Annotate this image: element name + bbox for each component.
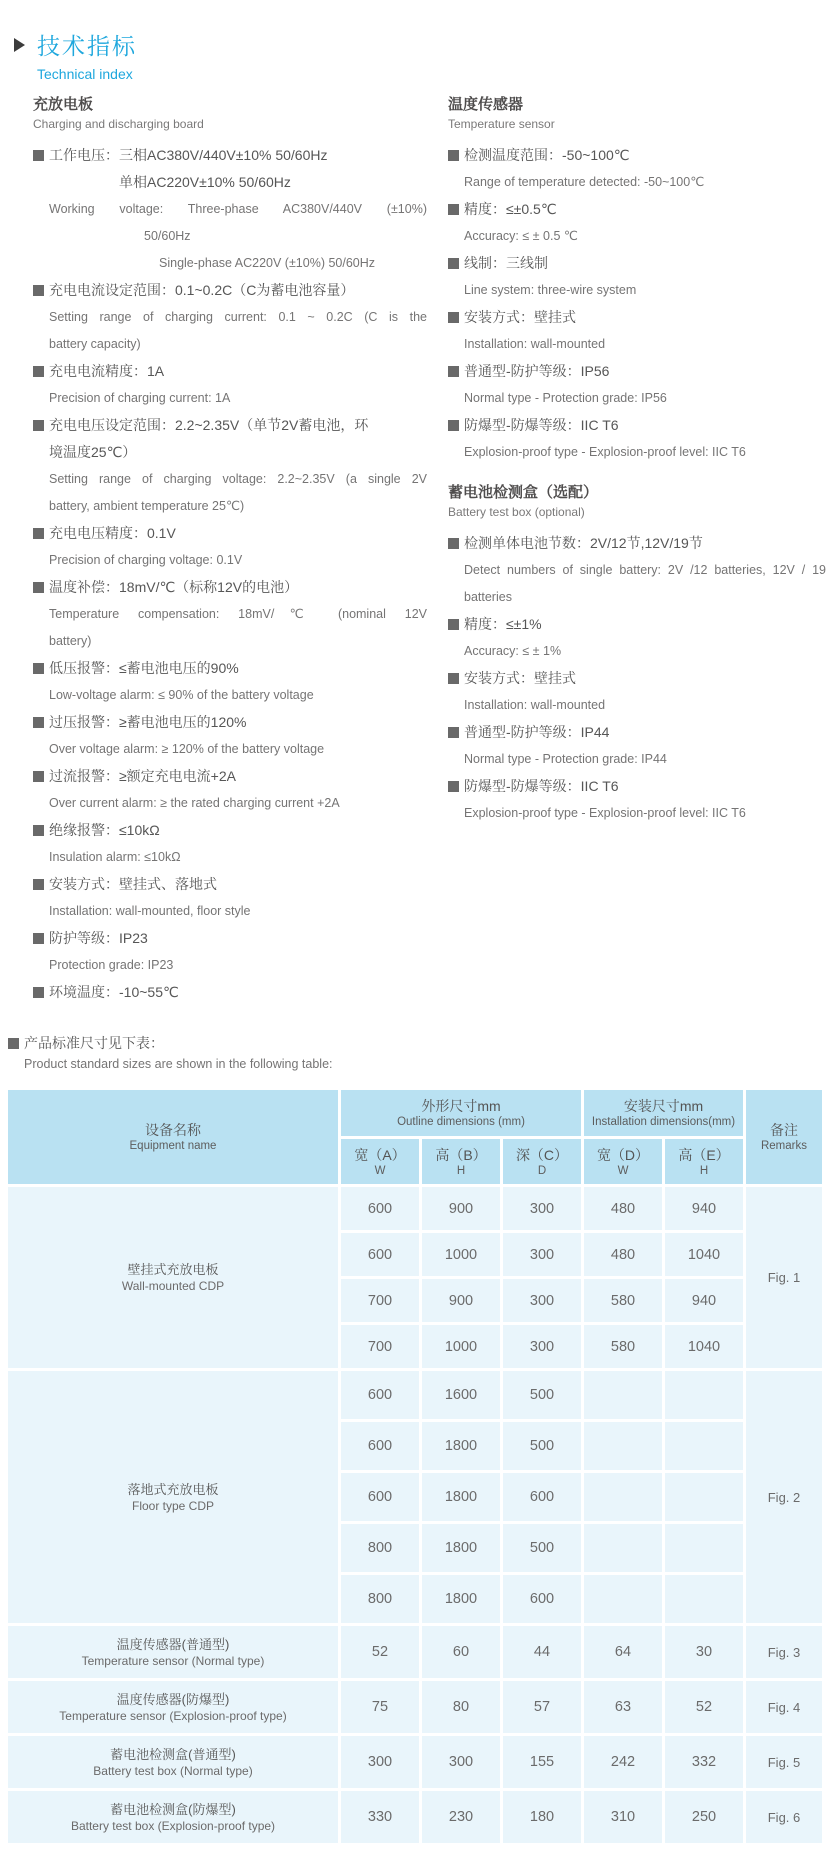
spec-line-en: Explosion-proof type - Explosion-proof level: IIC T6 <box>464 445 746 459</box>
page-title: 技术指标 <box>37 33 137 59</box>
value-cell <box>665 1473 743 1521</box>
value-cell: 1800 <box>422 1422 500 1470</box>
spec-line-zh <box>448 665 826 692</box>
value-cell: 580 <box>584 1279 662 1322</box>
spec-item <box>33 520 427 574</box>
header-remarks-zh: 备注 <box>770 1122 798 1138</box>
bullet-square-icon <box>448 619 459 630</box>
value-cell: 300 <box>422 1736 500 1788</box>
spec-line-zh-text: 充电电压精度：0.1V <box>49 525 176 541</box>
spec-line-en: Insulation alarm: ≤10kΩ <box>49 850 181 864</box>
spec-line-en: Temperature compensation: 18mV/℃ (nominal 12V <box>49 607 427 621</box>
value-cell: 600 <box>503 1575 581 1623</box>
header-height-e-zh: 高（E） <box>678 1146 730 1163</box>
bullet-square-icon <box>33 285 44 296</box>
bullet-square-icon <box>448 150 459 161</box>
spec-line-en: Normal type - Protection grade: IP56 <box>464 391 667 405</box>
value-cell: 600 <box>503 1473 581 1521</box>
spec-item <box>448 304 826 358</box>
spec-line-zh-text: 线制：三线制 <box>464 255 548 271</box>
header-height-b-zh: 高（B） <box>435 1146 487 1163</box>
spec-line-zh <box>33 358 427 385</box>
value-cell: 60 <box>422 1626 500 1678</box>
spec-item <box>448 358 826 412</box>
value-cell: 600 <box>341 1422 419 1470</box>
spec-line-zh-text: 低压报警：≤蓄电池电压的90% <box>49 660 239 676</box>
value-cell <box>584 1524 662 1572</box>
header-install-zh: 安装尺寸mm <box>623 1098 704 1114</box>
header-remarks <box>746 1090 822 1184</box>
spec-line-en: Working voltage: Three-phase AC380V/440V (±10%) <box>49 202 427 216</box>
value-cell: 250 <box>665 1791 743 1843</box>
value-cell: 1600 <box>422 1371 500 1419</box>
spec-item <box>33 574 427 655</box>
spec-item <box>33 412 427 520</box>
spec-line-zh-text: 检测温度范围：-50~100℃ <box>464 147 630 163</box>
value-cell: 1800 <box>422 1575 500 1623</box>
spec-line-zh <box>33 520 427 547</box>
spec-line-zh-text: 普通型-防护等级：IP44 <box>464 724 610 740</box>
spec-line-en: Installation: wall-mounted <box>464 337 606 351</box>
value-cell: 30 <box>665 1626 743 1678</box>
bullet-square-icon <box>448 781 459 792</box>
spec-line-zh <box>448 196 826 223</box>
value-cell: 330 <box>341 1791 419 1843</box>
spec-columns <box>0 95 830 1006</box>
spec-line-en: 50/60Hz <box>144 229 191 243</box>
value-cell: 300 <box>503 1233 581 1276</box>
spec-line-en: Accuracy: ≤ ± 1% <box>464 644 562 658</box>
section-temperature-sensor <box>448 95 826 466</box>
spec-line-zh <box>448 719 826 746</box>
triangle-marker-icon <box>14 38 25 52</box>
value-cell: 600 <box>341 1371 419 1419</box>
header-remarks-en: Remarks <box>760 1140 807 1152</box>
spec-line-en: Single-phase AC220V (±10%) 50/60Hz <box>159 256 376 270</box>
size-table <box>8 1090 822 1843</box>
value-cell: 64 <box>584 1626 662 1678</box>
bullet-square-icon <box>8 1038 19 1049</box>
value-cell: 500 <box>503 1371 581 1419</box>
value-cell: 940 <box>665 1279 743 1322</box>
spec-line-zh <box>448 530 826 557</box>
spec-line-en: Over current alarm: ≥ the rated charging current +2A <box>49 796 340 810</box>
header-equipment-en: Equipment name <box>129 1140 217 1152</box>
spec-line-zh-text: 精度：≤±1% <box>464 616 542 632</box>
spec-item <box>448 665 826 719</box>
spec-line-zh-text: 防爆型-防爆等级：IIC T6 <box>464 778 619 794</box>
equipment-name-zh: 蓄电池检测盒(防爆型) <box>110 1801 236 1817</box>
section-title-en: Temperature sensor <box>448 117 555 131</box>
spec-line-zh-text: 绝缘报警：≤10kΩ <box>49 822 160 838</box>
spec-line-en: Normal type - Protection grade: IP44 <box>464 752 667 766</box>
spec-line-zh <box>33 142 427 169</box>
value-cell: 155 <box>503 1736 581 1788</box>
spec-line-en: Range of temperature detected: -50~100℃ <box>464 175 705 189</box>
title-row <box>14 28 830 61</box>
equipment-cell <box>8 1681 338 1733</box>
header-width-d-zh: 宽（D） <box>596 1146 650 1163</box>
bullet-square-icon <box>33 987 44 998</box>
header-height-b-en: H <box>456 1164 466 1177</box>
spec-line-zh-text: 普通型-防护等级：IP56 <box>464 363 610 379</box>
value-cell: 600 <box>341 1187 419 1230</box>
spec-item <box>448 250 826 304</box>
remark-cell: Fig. 6 <box>746 1791 822 1843</box>
bullet-square-icon <box>448 673 459 684</box>
value-cell: 242 <box>584 1736 662 1788</box>
spec-line-zh <box>448 304 826 331</box>
header-outline-zh: 外形尺寸mm <box>421 1098 501 1114</box>
value-cell: 75 <box>341 1681 419 1733</box>
header-outline-dimensions <box>341 1090 581 1136</box>
bullet-square-icon <box>33 663 44 674</box>
spec-line-en: Protection grade: IP23 <box>49 958 174 972</box>
bullet-square-icon <box>33 933 44 944</box>
value-cell: 180 <box>503 1791 581 1843</box>
spec-column-left <box>33 95 427 1006</box>
spec-line-en: battery, ambient temperature 25℃) <box>49 499 245 513</box>
spec-line-zh <box>33 925 427 952</box>
value-cell: 500 <box>503 1422 581 1470</box>
header-width-a-en: W <box>374 1164 386 1177</box>
remark-cell: Fig. 3 <box>746 1626 822 1678</box>
bullet-square-icon <box>448 366 459 377</box>
equipment-name-en: Temperature sensor (Normal type) <box>81 1653 265 1668</box>
spec-item <box>33 979 427 1006</box>
value-cell <box>665 1422 743 1470</box>
bullet-square-icon <box>33 717 44 728</box>
bullet-square-icon <box>33 420 44 431</box>
value-cell: 310 <box>584 1791 662 1843</box>
spec-line-zh-text: 环境温度：-10~55℃ <box>49 984 179 1000</box>
header-depth-c <box>503 1139 581 1184</box>
header-width-d <box>584 1139 662 1184</box>
spec-line-zh: 境温度25℃） <box>49 444 137 460</box>
header-height-b <box>422 1139 500 1184</box>
spec-column-right <box>448 95 826 1006</box>
spec-line-zh <box>448 412 826 439</box>
spec-line-zh <box>33 763 427 790</box>
spec-line-zh <box>448 142 826 169</box>
value-cell: 700 <box>341 1279 419 1322</box>
spec-line-en: Over voltage alarm: ≥ 120% of the battery voltage <box>49 742 325 756</box>
section-charging-board <box>33 95 427 1006</box>
spec-item <box>448 719 826 773</box>
value-cell: 230 <box>422 1791 500 1843</box>
value-cell <box>665 1575 743 1623</box>
spec-item <box>33 763 427 817</box>
spec-line-zh-text: 安装方式：壁挂式 <box>464 309 576 325</box>
spec-line-en: Accuracy: ≤ ± 0.5 ℃ <box>464 229 578 243</box>
spec-line-zh-text: 工作电压：三相AC380V/440V±10% 50/60Hz <box>49 147 328 163</box>
header-depth-c-en: D <box>537 1164 547 1177</box>
value-cell: 300 <box>503 1187 581 1230</box>
spec-line-zh <box>33 979 427 1006</box>
value-cell: 1040 <box>665 1233 743 1276</box>
header-depth-c-zh: 深（C） <box>515 1146 569 1163</box>
spec-line-zh: 单相AC220V±10% 50/60Hz <box>119 174 291 190</box>
value-cell: 300 <box>503 1325 581 1368</box>
bullet-square-icon <box>33 825 44 836</box>
value-cell: 580 <box>584 1325 662 1368</box>
bullet-square-icon <box>33 771 44 782</box>
value-cell <box>665 1524 743 1572</box>
section-title-zh: 充放电板 <box>33 96 94 113</box>
value-cell: 480 <box>584 1233 662 1276</box>
spec-line-en: Explosion-proof type - Explosion-proof level: IIC T6 <box>464 806 746 820</box>
value-cell <box>584 1371 662 1419</box>
spec-line-zh <box>33 412 427 439</box>
bullet-square-icon <box>33 582 44 593</box>
spec-item <box>33 925 427 979</box>
spec-line-en: Precision of charging voltage: 0.1V <box>49 553 243 567</box>
equipment-name-zh: 壁挂式充放电板 <box>127 1262 219 1277</box>
value-cell: 1800 <box>422 1473 500 1521</box>
remark-cell: Fig. 1 <box>746 1187 822 1368</box>
spec-line-zh-text: 充电电流设定范围：0.1~0.2C（C为蓄电池容量） <box>49 282 355 298</box>
value-cell: 63 <box>584 1681 662 1733</box>
equipment-name-zh: 温度传感器(普通型) <box>116 1636 230 1652</box>
spec-item <box>33 817 427 871</box>
equipment-name-zh: 温度传感器(防爆型) <box>116 1691 230 1707</box>
bullet-square-icon <box>448 538 459 549</box>
spec-line-en: battery) <box>49 634 92 648</box>
value-cell: 900 <box>422 1187 500 1230</box>
equipment-name-en: Battery test box (Explosion-proof type) <box>70 1818 276 1833</box>
bullet-square-icon <box>448 312 459 323</box>
table-intro-zh-text: 产品标准尺寸见下表： <box>24 1035 164 1051</box>
spec-line-zh-text: 安装方式：壁挂式、落地式 <box>49 876 217 892</box>
spec-item <box>33 358 427 412</box>
value-cell: 1040 <box>665 1325 743 1368</box>
equipment-cell <box>8 1791 338 1843</box>
equipment-name-en: Wall-mounted CDP <box>121 1279 225 1293</box>
header-width-a <box>341 1139 419 1184</box>
spec-line-zh-text: 安装方式：壁挂式 <box>464 670 576 686</box>
value-cell: 300 <box>341 1736 419 1788</box>
bullet-square-icon <box>448 727 459 738</box>
section-title-en: Battery test box (optional) <box>448 505 585 519</box>
value-cell: 600 <box>341 1233 419 1276</box>
spec-line-zh <box>33 817 427 844</box>
remark-cell: Fig. 5 <box>746 1736 822 1788</box>
page-header <box>0 0 830 82</box>
value-cell: 52 <box>341 1626 419 1678</box>
header-height-e <box>665 1139 743 1184</box>
equipment-name-en: Temperature sensor (Explosion-proof type) <box>59 1708 287 1723</box>
equipment-cell <box>8 1187 338 1368</box>
spec-line-zh-text: 防爆型-防爆等级：IIC T6 <box>464 417 619 433</box>
value-cell: 900 <box>422 1279 500 1322</box>
spec-item <box>448 611 826 665</box>
section-title-zh: 蓄电池检测盒（选配） <box>448 484 599 501</box>
spec-line-zh <box>33 871 427 898</box>
section-battery-test-box <box>448 483 826 827</box>
spec-item <box>448 142 826 196</box>
bullet-square-icon <box>33 528 44 539</box>
spec-line-zh <box>448 250 826 277</box>
spec-line-en: Installation: wall-mounted, floor style <box>49 904 251 918</box>
spec-item <box>33 142 427 277</box>
spec-line-zh-text: 充电电流精度：1A <box>49 363 165 379</box>
value-cell: 800 <box>341 1575 419 1623</box>
bullet-square-icon <box>448 258 459 269</box>
equipment-name-en: Floor type CDP <box>131 1498 215 1513</box>
table-intro-zh <box>8 1033 830 1054</box>
value-cell: 800 <box>341 1524 419 1572</box>
bullet-square-icon <box>33 366 44 377</box>
header-equipment-zh: 设备名称 <box>145 1122 201 1138</box>
spec-item <box>33 709 427 763</box>
value-cell <box>584 1422 662 1470</box>
spec-item <box>33 871 427 925</box>
equipment-cell <box>8 1371 338 1623</box>
spec-line-zh <box>448 773 826 800</box>
spec-line-zh-text: 过流报警：≥额定充电电流+2A <box>49 768 236 784</box>
table-intro-en: Product standard sizes are shown in the following table: <box>24 1057 333 1071</box>
spec-line-zh <box>33 655 427 682</box>
value-cell: 80 <box>422 1681 500 1733</box>
spec-line-zh <box>448 611 826 638</box>
spec-line-zh <box>33 277 427 304</box>
spec-line-en: Line system: three-wire system <box>464 283 637 297</box>
spec-line-en: Low-voltage alarm: ≤ 90% of the battery voltage <box>49 688 314 702</box>
value-cell <box>584 1575 662 1623</box>
value-cell: 1000 <box>422 1325 500 1368</box>
spec-item <box>448 412 826 466</box>
value-cell: 332 <box>665 1736 743 1788</box>
value-cell: 52 <box>665 1681 743 1733</box>
spec-line-zh-text: 温度补偿：18mV/℃（标称12V的电池） <box>49 579 299 595</box>
page-subtitle: Technical index <box>37 66 133 82</box>
value-cell: 480 <box>584 1187 662 1230</box>
header-width-a-zh: 宽（A） <box>354 1146 406 1163</box>
header-equipment <box>8 1090 338 1184</box>
bullet-square-icon <box>448 204 459 215</box>
spec-line-en: Detect numbers of single battery: 2V /12 batteries, 12V / 19 <box>464 563 826 577</box>
equipment-name-en: Battery test box (Normal type) <box>93 1763 253 1778</box>
header-outline-en: Outline dimensions (mm) <box>397 1116 525 1128</box>
spec-item <box>33 277 427 358</box>
spec-line-en: Installation: wall-mounted <box>464 698 606 712</box>
value-cell: 44 <box>503 1626 581 1678</box>
spec-line-en: Setting range of charging current: 0.1 ~ 0.2C (C is the <box>49 310 427 324</box>
value-cell <box>584 1473 662 1521</box>
equipment-cell <box>8 1736 338 1788</box>
remark-cell: Fig. 4 <box>746 1681 822 1733</box>
header-install-en: Installation dimensions(mm) <box>591 1116 736 1128</box>
spec-line-zh-text: 充电电压设定范围：2.2~2.35V（单节2V蓄电池，环 <box>49 417 369 433</box>
header-width-d-en: W <box>617 1164 629 1177</box>
equipment-name-zh: 蓄电池检测盒(普通型) <box>110 1746 236 1762</box>
equipment-name-zh: 落地式充放电板 <box>127 1481 219 1497</box>
spec-line-zh <box>33 709 427 736</box>
spec-line-en: battery capacity) <box>49 337 141 351</box>
remark-cell: Fig. 2 <box>746 1371 822 1623</box>
value-cell <box>665 1371 743 1419</box>
value-cell: 1800 <box>422 1524 500 1572</box>
value-cell: 600 <box>341 1473 419 1521</box>
spec-line-en: Setting range of charging voltage: 2.2~2.35V (a single 2V <box>49 472 427 486</box>
value-cell: 57 <box>503 1681 581 1733</box>
spec-item <box>448 530 826 611</box>
spec-line-en: Precision of charging current: 1A <box>49 391 231 405</box>
spec-line-zh <box>33 574 427 601</box>
value-cell: 500 <box>503 1524 581 1572</box>
table-intro <box>8 1033 830 1075</box>
header-installation-dimensions <box>584 1090 743 1136</box>
value-cell: 1000 <box>422 1233 500 1276</box>
bullet-square-icon <box>33 150 44 161</box>
spec-line-zh <box>448 358 826 385</box>
spec-item <box>448 773 826 827</box>
bullet-square-icon <box>33 879 44 890</box>
spec-line-zh-text: 精度：≤±0.5℃ <box>464 201 557 217</box>
section-title-zh: 温度传感器 <box>448 96 524 113</box>
section-title-en: Charging and discharging board <box>33 117 204 131</box>
bullet-square-icon <box>448 420 459 431</box>
spec-item <box>33 655 427 709</box>
spec-line-zh-text: 防护等级：IP23 <box>49 930 148 946</box>
value-cell: 940 <box>665 1187 743 1230</box>
spec-line-zh-text: 过压报警：≥蓄电池电压的120% <box>49 714 247 730</box>
header-height-e-en: H <box>699 1164 709 1177</box>
spec-line-en: batteries <box>464 590 512 604</box>
spec-item <box>448 196 826 250</box>
value-cell: 700 <box>341 1325 419 1368</box>
spec-line-zh-text: 检测单体电池节数：2V/12节,12V/19节 <box>464 535 703 551</box>
value-cell: 300 <box>503 1279 581 1322</box>
equipment-cell <box>8 1626 338 1678</box>
